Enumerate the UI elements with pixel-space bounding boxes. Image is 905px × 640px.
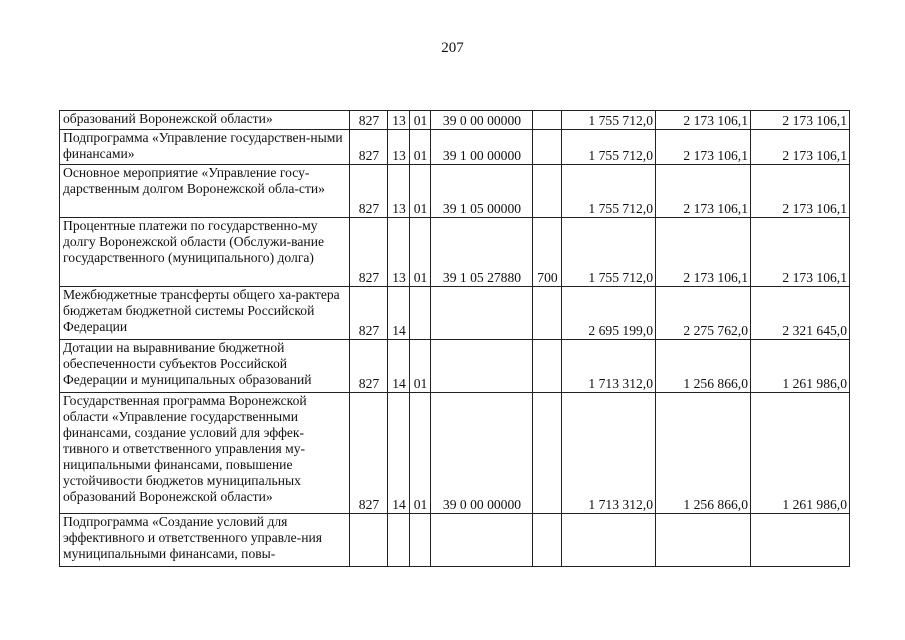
table-row <box>60 218 850 287</box>
row-expense-type: 700 <box>533 218 562 287</box>
row-target-item <box>431 287 533 340</box>
row-amount-2: 2 275 762,0 <box>656 287 751 340</box>
row-section: 13 <box>388 218 410 287</box>
row-amount-1: 2 695 199,0 <box>562 287 656 340</box>
row-grbs: 827 <box>350 218 388 287</box>
row-amount-3: 1 261 986,0 <box>751 393 850 514</box>
row-amount-3: 2 173 106,1 <box>751 130 850 165</box>
row-section: 14 <box>388 393 410 514</box>
row-subsection: 01 <box>410 165 431 218</box>
row-amount-3: 2 173 106,1 <box>751 111 850 130</box>
row-expense-type <box>533 130 562 165</box>
row-amount-3: 2 173 106,1 <box>751 165 850 218</box>
row-name: Подпрограмма «Создание условий для эффективного и ответственного управле-ния муниципальными финансами, повы- <box>60 514 350 567</box>
row-grbs: 827 <box>350 165 388 218</box>
row-section: 14 <box>388 340 410 393</box>
row-expense-type <box>533 287 562 340</box>
row-amount-1: 1 713 312,0 <box>562 340 656 393</box>
row-section: 13 <box>388 111 410 130</box>
row-amount-2: 1 256 866,0 <box>656 340 751 393</box>
row-amount-2: 2 173 106,1 <box>656 218 751 287</box>
row-section: 13 <box>388 130 410 165</box>
row-target-item: 39 1 05 27880 <box>431 218 533 287</box>
row-amount-2: 2 173 106,1 <box>656 111 751 130</box>
row-amount-1: 1 755 712,0 <box>562 130 656 165</box>
row-amount-1: 1 713 312,0 <box>562 393 656 514</box>
row-expense-type <box>533 165 562 218</box>
row-subsection <box>410 514 431 567</box>
table-row <box>60 130 850 165</box>
row-name: Процентные платежи по государственно-му долгу Воронежской области (Обслужи-вание государственного (муниципального) долга) <box>60 218 350 287</box>
row-subsection: 01 <box>410 340 431 393</box>
row-amount-1: 1 755 712,0 <box>562 111 656 130</box>
row-target-item <box>431 514 533 567</box>
table-row <box>60 340 850 393</box>
row-amount-3: 2 321 645,0 <box>751 287 850 340</box>
row-amount-3: 2 173 106,1 <box>751 218 850 287</box>
row-name: Подпрограмма «Управление государствен-ными финансами» <box>60 130 350 165</box>
row-grbs: 827 <box>350 287 388 340</box>
table-row <box>60 287 850 340</box>
budget-table <box>59 110 850 567</box>
row-target-item: 39 1 00 00000 <box>431 130 533 165</box>
row-name: Государственная программа Воронежской области «Управление государственными финансами, создание условий для эффек-тивного и ответственного управления му-ниципальными финансами, повышение устойчивости бюджетов муниципальных образований Воронежской области» <box>60 393 350 514</box>
row-name: Дотации на выравнивание бюджетной обеспеченности субъектов Российской Федерации и муниципальных образований <box>60 340 350 393</box>
row-expense-type <box>533 514 562 567</box>
row-target-item: 39 0 00 00000 <box>431 111 533 130</box>
row-section: 13 <box>388 165 410 218</box>
row-grbs: 827 <box>350 340 388 393</box>
row-grbs: 827 <box>350 111 388 130</box>
table-row <box>60 514 850 567</box>
row-grbs: 827 <box>350 393 388 514</box>
row-amount-1: 1 755 712,0 <box>562 218 656 287</box>
page-number: 207 <box>441 40 464 56</box>
row-section <box>388 514 410 567</box>
row-name: Основное мероприятие «Управление госу-дарственным долгом Воронежской обла-сти» <box>60 165 350 218</box>
row-amount-3 <box>751 514 850 567</box>
row-amount-3: 1 261 986,0 <box>751 340 850 393</box>
row-amount-2: 2 173 106,1 <box>656 130 751 165</box>
row-name: образований Воронежской области» <box>60 111 350 130</box>
row-subsection: 01 <box>410 130 431 165</box>
row-target-item: 39 0 00 00000 <box>431 393 533 514</box>
row-subsection: 01 <box>410 111 431 130</box>
row-name: Межбюджетные трансферты общего ха-рактера бюджетам бюджетной системы Российской Федерации <box>60 287 350 340</box>
row-expense-type <box>533 340 562 393</box>
row-amount-2 <box>656 514 751 567</box>
row-target-item <box>431 340 533 393</box>
row-target-item: 39 1 05 00000 <box>431 165 533 218</box>
row-expense-type <box>533 111 562 130</box>
row-expense-type <box>533 393 562 514</box>
row-subsection <box>410 287 431 340</box>
row-subsection: 01 <box>410 393 431 514</box>
table-row <box>60 165 850 218</box>
table-row <box>60 111 850 130</box>
row-amount-1: 1 755 712,0 <box>562 165 656 218</box>
row-amount-2: 2 173 106,1 <box>656 165 751 218</box>
row-amount-1 <box>562 514 656 567</box>
table-row <box>60 393 850 514</box>
row-amount-2: 1 256 866,0 <box>656 393 751 514</box>
row-section: 14 <box>388 287 410 340</box>
row-grbs: 827 <box>350 130 388 165</box>
row-subsection: 01 <box>410 218 431 287</box>
row-grbs <box>350 514 388 567</box>
